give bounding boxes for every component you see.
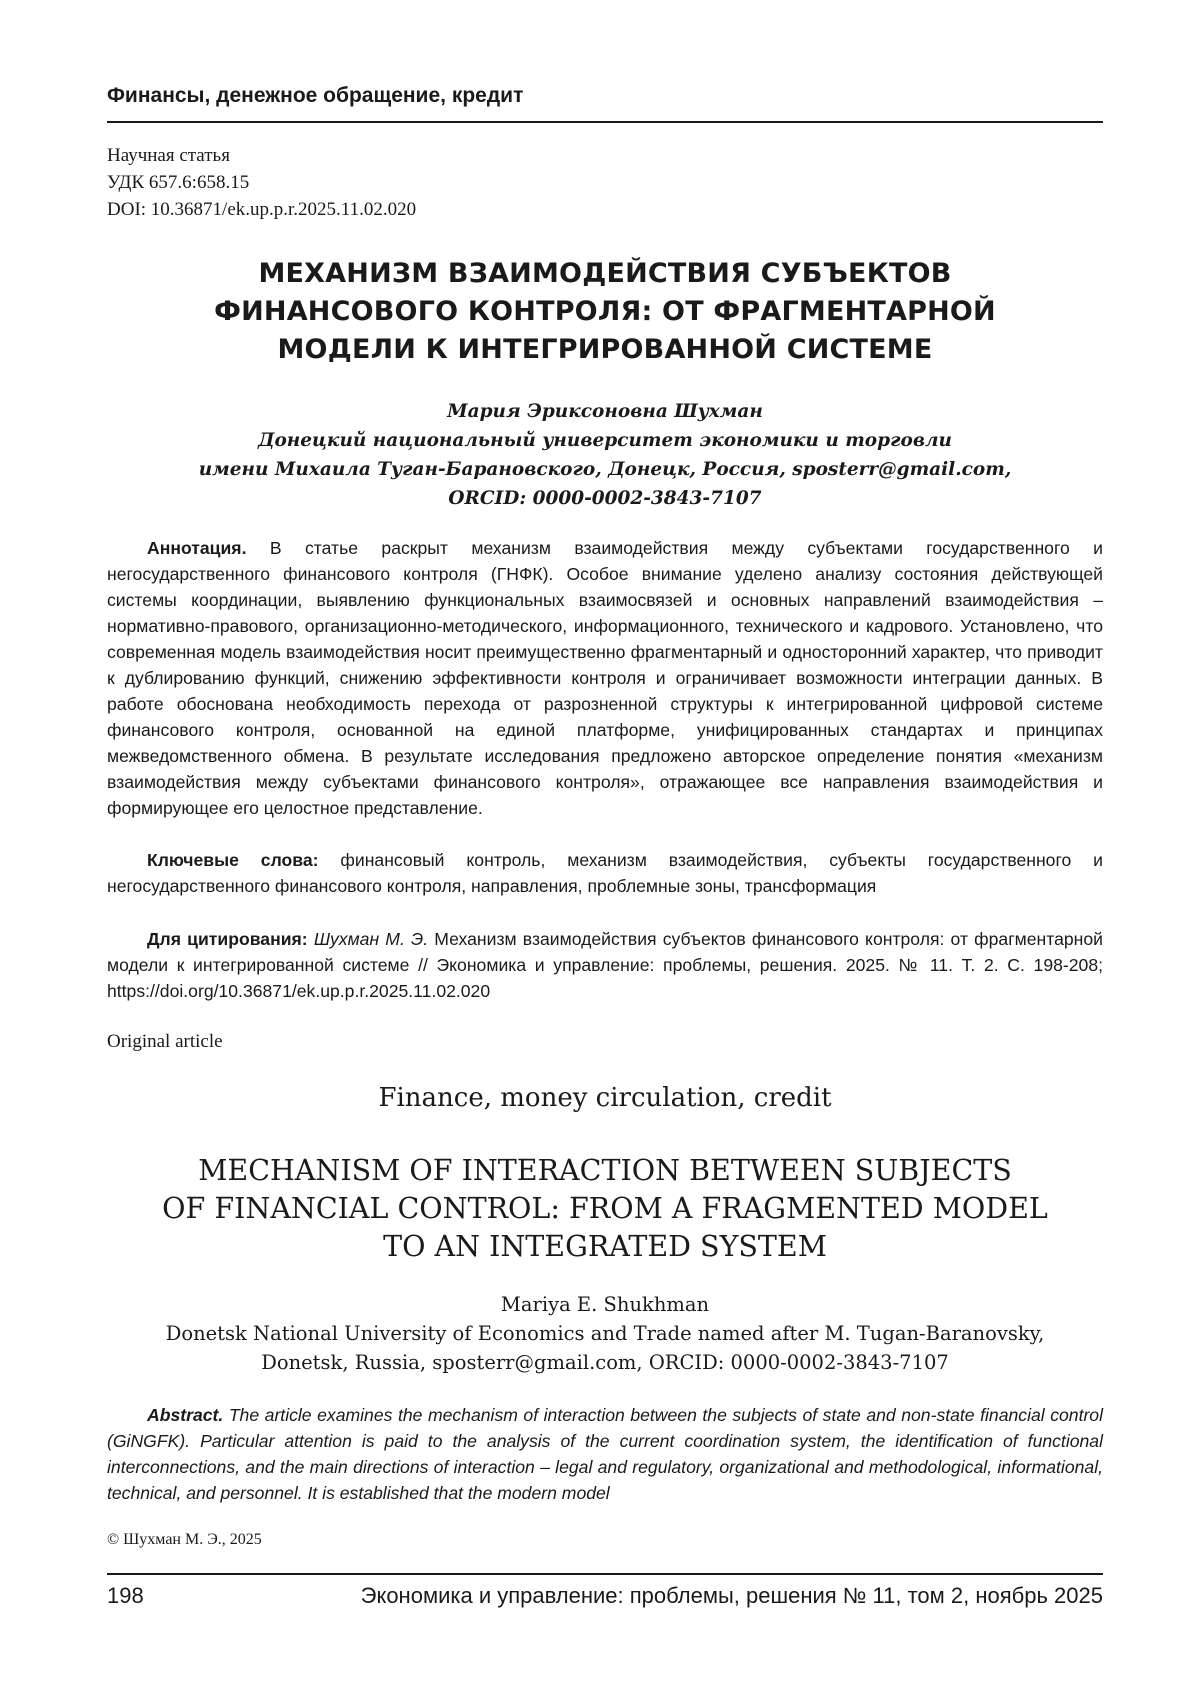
keywords-ru-label: Ключевые слова:: [147, 850, 319, 870]
abstract-en-text: The article examines the mechanism of interaction between the subjects of state and non-state financial control (GiNGFK). Particular attention is paid to the analysis of the current coordination system, the identification of functional interconnections, and the main directions of interaction – legal and regulatory, organizational and methodological, informational, technical, and personnel. It is established that the modern model: [107, 1405, 1103, 1503]
abstract-ru-text: В статье раскрыт механизм взаимодействия между субъектами государственного и негосударственного финансового контроля (ГНФК). Особое внимание уделено анализу состояния действующей системы координации, выявлению функциональных взаимосвязей и основных направлений взаимодействия – нормативно-правового, организационно-методического, информационного, технического и кадрового. Установлено, что современная модель взаимодействия носит преимущественно фрагментарный и односторонний характер, что приводит к дублированию функций, снижению эффективности контроля и ограничивает возможности интеграции данных. В работе обоснована необходимость перехода от разрозненной структуры к интегрированной цифровой системе финансового контроля, основанной на единой платформе, унифицированных стандартах и принципах межведомственного обмена. В результате исследования предложено авторское определение понятия «механизм взаимодействия между субъектами финансового контроля», отражающее все направления взаимодействия и формирующее его целостное представление.: [107, 538, 1103, 818]
abstract-en: [107, 1402, 1103, 1506]
affiliation-ru-line: имени Михаила Туган-Барановского, Донецк, Россия, sposterr@gmail.com,: [107, 455, 1103, 484]
affiliation-en-line: Donetsk, Russia, sposterr@gmail.com, ORCID: 0000-0002-3843-7107: [107, 1348, 1103, 1377]
keywords-ru-text: финансовый контроль, механизм взаимодействия, субъекты государственного и негосударственного финансового контроля, направления, проблемные зоны, трансформация: [107, 850, 1103, 896]
article-type-en: Original article: [107, 1031, 223, 1053]
citation-text: Механизм взаимодействия субъектов финансового контроля: от фрагментарной модели к интегрированной системе // Экономика и управление: проблемы, решения. 2025. № 11. Т. 2. С. 198-208; https://doi.org/10.36871/ek.up.p.r.2025.11.02.020: [107, 929, 1103, 1001]
title-ru-line: МЕХАНИЗМ ВЗАИМОДЕЙСТВИЯ СУБЪЕКТОВ: [107, 255, 1103, 293]
article-page: [107, 0, 1103, 1698]
citation-label: Для цитирования:: [147, 929, 308, 949]
abstract-en-label: Abstract.: [147, 1405, 223, 1425]
citation-author: Шухман М. Э.: [314, 929, 428, 949]
title-en-line: TO AN INTEGRATED SYSTEM: [107, 1228, 1103, 1266]
affiliation-en-line: Donetsk National University of Economics and Trade named after M. Tugan-Baranovsky,: [107, 1319, 1103, 1348]
affiliation-ru-line: Донецкий национальный университет экономики и торговли: [107, 426, 1103, 455]
section-rubric-en: Finance, money circulation, credit: [107, 1083, 1103, 1113]
author-name-en: Mariya E. Shukhman: [107, 1290, 1103, 1319]
header-divider: [107, 121, 1103, 123]
article-title-en: [107, 1152, 1103, 1266]
orcid-ru: ORCID: 0000-0002-3843-7107: [107, 484, 1103, 513]
title-en-line: OF FINANCIAL CONTROL: FROM A FRAGMENTED MODEL: [107, 1190, 1103, 1228]
udc-code: УДК 657.6:658.15: [107, 169, 416, 196]
article-title-ru: [107, 255, 1103, 369]
author-block-en: [107, 1290, 1103, 1377]
journal-reference: Экономика и управление: проблемы, решения № 11, том 2, ноябрь 2025: [361, 1583, 1103, 1609]
article-type: Научная статья: [107, 142, 416, 169]
author-name-ru: Мария Эриксоновна Шухман: [107, 397, 1103, 426]
citation-ru: [107, 926, 1103, 1004]
title-en-line: MECHANISM OF INTERACTION BETWEEN SUBJECTS: [107, 1152, 1103, 1190]
title-ru-line: ФИНАНСОВОГО КОНТРОЛЯ: ОТ ФРАГМЕНТАРНОЙ: [107, 293, 1103, 331]
abstract-ru-label: Аннотация.: [147, 538, 246, 558]
section-rubric: Финансы, денежное обращение, кредит: [107, 84, 1103, 108]
article-meta: [107, 142, 416, 223]
footer-divider: [107, 1573, 1103, 1575]
title-ru-line: МОДЕЛИ К ИНТЕГРИРОВАННОЙ СИСТЕМЕ: [107, 331, 1103, 369]
author-block-ru: [107, 397, 1103, 513]
keywords-ru: [107, 847, 1103, 899]
copyright: © Шухман М. Э., 2025: [107, 1531, 262, 1549]
doi[interactable]: DOI: 10.36871/ek.up.p.r.2025.11.02.020: [107, 196, 416, 223]
abstract-ru: [107, 535, 1103, 821]
page-number: 198: [107, 1583, 144, 1609]
